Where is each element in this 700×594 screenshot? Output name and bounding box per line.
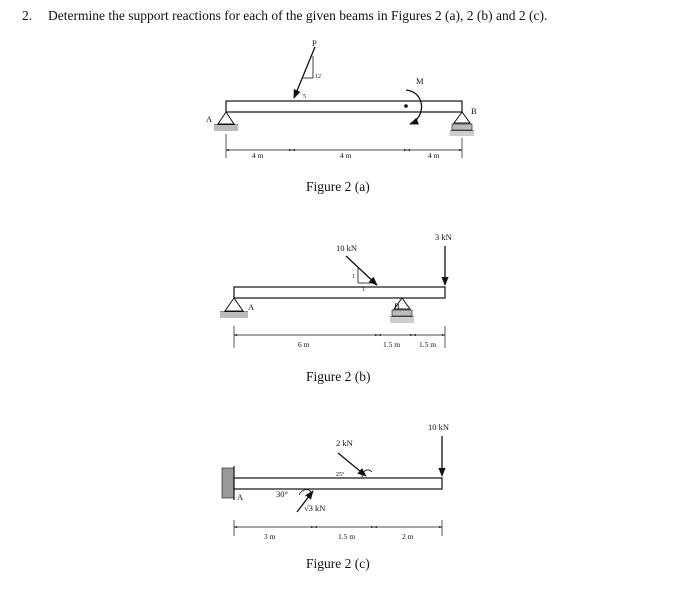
dim-a-2: 4 m	[340, 151, 352, 160]
force-p-label: P	[312, 38, 317, 48]
beam-a	[226, 101, 462, 112]
support-a-label: A	[206, 114, 213, 124]
force-10kn-label: 10 kN	[336, 243, 358, 253]
support-a-label-b: A	[248, 302, 255, 312]
fixed-wall-a	[222, 466, 234, 500]
dim-b-3: 1.5 m	[419, 340, 437, 349]
caption-figure-2c: Figure 2 (c)	[306, 556, 370, 571]
figure-2b	[220, 232, 452, 384]
caption-figure-2b: Figure 2 (b)	[306, 369, 371, 384]
slope-12-label: 12	[315, 74, 321, 80]
force-10kn-vertical-label: 10 kN	[428, 422, 450, 432]
moment-m-label: M	[416, 76, 424, 86]
dim-b-2: 1.5 m	[383, 340, 401, 349]
question-number: 2.	[22, 8, 33, 23]
beam-c	[234, 478, 442, 489]
support-b-label-b: B	[394, 301, 400, 311]
dim-c-2: 1.5 m	[338, 532, 356, 541]
angle-30-label: 30°	[276, 489, 288, 499]
support-b-label: B	[471, 106, 477, 116]
dim-b-1: 6 m	[298, 340, 310, 349]
caption-figure-2a: Figure 2 (a)	[306, 179, 370, 194]
force-3kn-label: 3 kN	[435, 232, 452, 242]
figure-2a	[206, 38, 477, 194]
pin-support-a-b	[220, 298, 248, 318]
force-root3-kn-label: √3 kN	[304, 503, 326, 513]
dim-a-3: 4 m	[428, 151, 440, 160]
force-p-arrow	[294, 47, 315, 98]
beam-b	[234, 287, 445, 298]
dim-c-1: 3 m	[264, 532, 276, 541]
force-10kn-inclined-arrow	[346, 256, 377, 285]
slope-b-vertical: 1	[352, 274, 355, 280]
angle-25-label: 25°	[336, 472, 345, 478]
dim-a-1: 4 m	[252, 151, 264, 160]
pin-support-a	[214, 112, 238, 131]
figure-2c	[222, 422, 449, 571]
support-a-label-c: A	[237, 492, 244, 502]
slope-5-label: 5	[303, 94, 306, 100]
dimension-line-b	[234, 326, 445, 348]
question-body: Determine the support reactions for each of the given beams in Figures 2 (a), 2 (b) and 2 (c).	[48, 8, 548, 23]
dim-c-3: 2 m	[402, 532, 414, 541]
force-2kn-label: 2 kN	[336, 438, 353, 448]
slope-b-horizontal: 1	[362, 287, 365, 293]
